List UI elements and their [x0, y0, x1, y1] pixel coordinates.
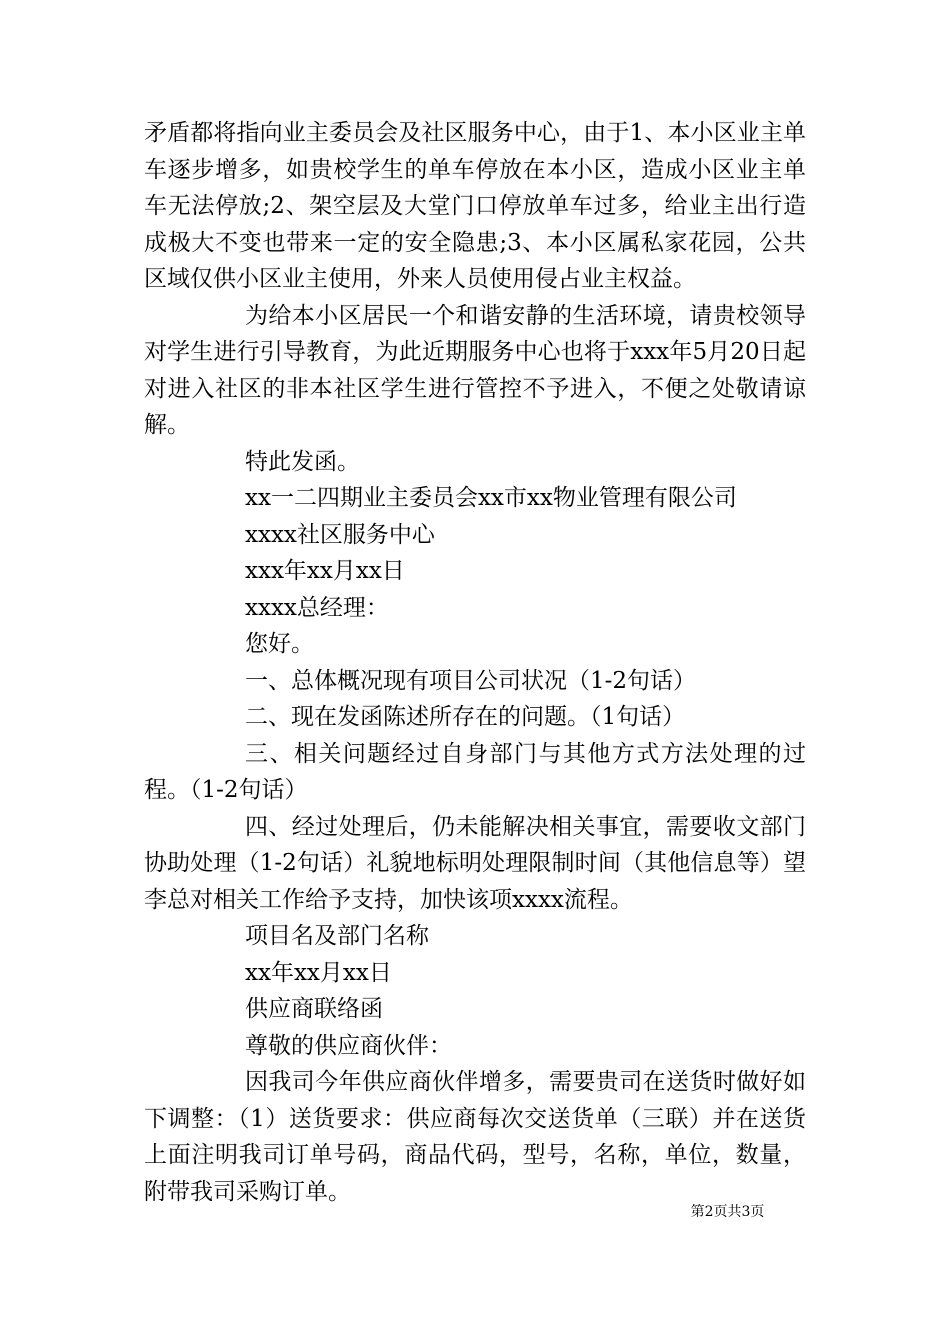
signature-line-2: xxxx社区服务中心 — [245, 521, 435, 548]
closing-line: 特此发函。 — [245, 448, 360, 475]
item-2: 二、现在发函陈述所存在的问题。（1句话） — [245, 704, 686, 730]
project-name-line: 项目名及部门名称 — [245, 923, 429, 949]
item-1: 一、总体概况现有项目公司状况（1-2句话） — [245, 667, 697, 694]
greeting-line: 您好。 — [245, 631, 314, 657]
page-number: 第2页共3页 — [690, 1204, 765, 1220]
paragraph-2: 为给本小区居民一个和谐安静的生活环境，请贵校领导对学生进行引导教育，为此近期服务中心也将于xxx年5月20日起对进入社区的非本社区学生进行管控不予进入，不便之处敬请谅解。 — [144, 302, 806, 438]
paragraph-1: 矛盾都将指向业主委员会及社区服务中心，由于1、本小区业主单车逐步增多，如贵校学生的单车停放在本小区，造成小区业主单车无法停放;2、架空层及大堂门口停放单车过多，给业主出行造成极大不变也带来一定的安全隐患;3、本小区属私家花园，公共区域仅供小区业主使用，外来人员使用侵占业主权益。 — [144, 120, 806, 292]
item-4: 四、经过处理后，仍未能解决相关事宜，需要收文部门协助处理（1-2句话）礼貌地标明处理限制时间（其他信息等）望李总对相关工作给予支持，加快该项xxxx流程。 — [144, 813, 806, 913]
signature-line-1: xx一二四期业主委员会xx市xx物业管理有限公司 — [245, 485, 737, 511]
letter-title: 供应商联络函 — [245, 996, 383, 1022]
date-line-1: xxx年xx月xx日 — [245, 558, 405, 584]
item-3: 三、相关问题经过自身部门与其他方式方法处理的过程。（1-2句话） — [144, 740, 806, 803]
supplier-salutation: 尊敬的供应商伙伴： — [245, 1032, 452, 1059]
document-body — [144, 115, 806, 1210]
supplier-paragraph: 因我司今年供应商伙伴增多，需要贵司在送货时做好如下调整：（1）送货要求：供应商每次交送货单（三联）并在送货上面注明我司订单号码，商品代码，型号，名称，单位，数量，附带我司采购订单。 — [144, 1069, 806, 1205]
salutation-line: xxxx总经理： — [245, 594, 389, 621]
date-line-2: xx年xx月xx日 — [245, 959, 392, 986]
page-footer — [0, 1203, 950, 1221]
